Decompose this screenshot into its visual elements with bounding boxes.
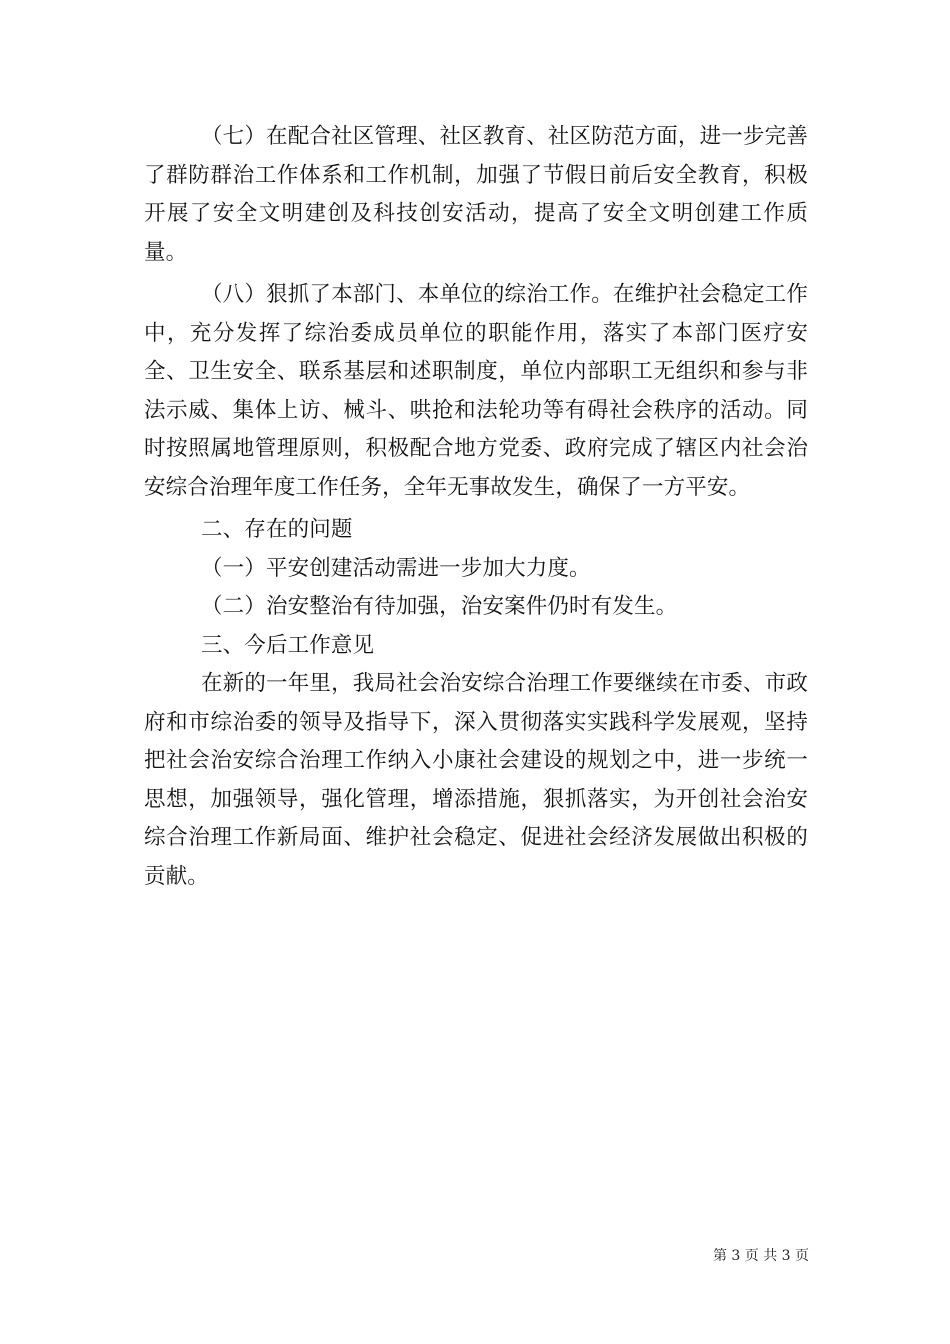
- page-number-label: 第 3 页 共 3 页: [712, 1248, 810, 1264]
- heading-existing-problems: 二、存在的问题: [201, 517, 353, 542]
- paragraph-future-work: 在新的一年里，我局社会治安综合治理工作要继续在市委、市政府和市综治委的领导及指导下，深入贯彻落实实践科学发展观，坚持把社会治安综合治理工作纳入小康社会建设的规划之中，进一步统一思想，加强领导，强化管理，增添措施，狠抓落实，为开创社会治安综合治理工作新局面、维护社会稳定、促进社会经济发展做出积极的贡献。: [144, 671, 808, 889]
- heading-future-work: 三、今后工作意见: [201, 632, 375, 658]
- paragraph-problem-2: （二）治安整治有待加强，治安案件仍时有发生。: [201, 594, 678, 619]
- document-body: [144, 118, 808, 896]
- paragraph-problem-1: （一）平安创建活动需进一步加大力度。: [201, 555, 591, 581]
- paragraph-section-7: （七）在配合社区管理、社区教育、社区防范方面，进一步完善了群防群治工作体系和工作机制，加强了节假日前后安全教育，积极开展了安全文明建创及科技创安活动，提高了安全文明创建工作质量。: [144, 124, 808, 265]
- page-footer: [0, 1247, 950, 1265]
- paragraph-section-8: （八）狠抓了本部门、本单位的综治工作。在维护社会稳定工作中，充分发挥了综治委成员单位的职能作用，落实了本部门医疗安全、卫生安全、联系基层和述职制度，单位内部职工无组织和参与非法示威、集体上访、械斗、哄抢和法轮功等有碍社会秩序的活动。同时按照属地管理原则，积极配合地方党委、政府完成了辖区内社会治安综合治理年度工作任务，全年无事故发生，确保了一方平安。: [144, 282, 808, 500]
